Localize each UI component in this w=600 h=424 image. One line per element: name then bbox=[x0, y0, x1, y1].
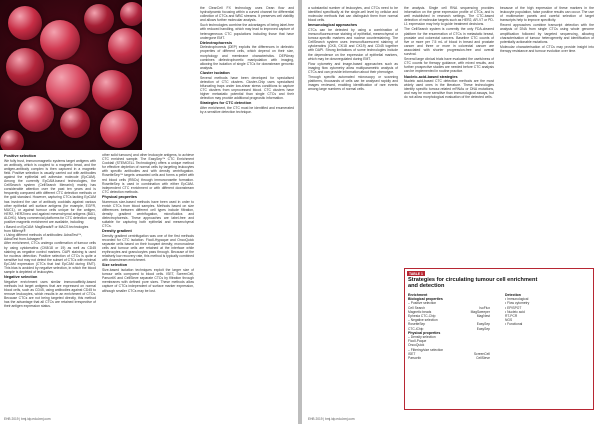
cell-shape bbox=[100, 110, 138, 148]
section-heading: Nucleic-acid-based strategies bbox=[404, 74, 458, 79]
body-paragraph: After enrichment, CTCs undergo confirmation of tumour cells by using cytokeratins (CK8/18 or 19) as well as CD45 staining as negative control markers. DAPI staining is used for nucleus detection. Positive selection of CTCs is quite a sensitive but may not detect the subset of CTCs with minimal EpCAM expression (CTCs that lost EpCAM during EMT). This bias is avoided by negative selection, in which the blood sample is depleted of leukocytes. bbox=[4, 241, 96, 275]
table-cell: Cell Search bbox=[408, 305, 426, 310]
body-paragraph: Negative enrichment uses similar immunoaffinity-based methods but target antigens that are expressed on normal blood cells, such as CD45, using antibodies against CD45 to remove leukocytes, which results in an enrichment of CTCs. Because CTCs are not being targeted directly, this method has the advantage that all CTCs are retained irrespective of their antigen expression status. bbox=[4, 279, 96, 309]
table-section-heading: Enrichment bbox=[408, 293, 428, 297]
list-item: • Using different methods of antibodies: AdnaTest™, AdnaTest from Adnagen® bbox=[4, 233, 83, 242]
right-page-column-3 bbox=[500, 6, 594, 264]
page-footer: EHB 2019 | bmj.idp.edu.bmj.com bbox=[4, 417, 51, 421]
table-cell: ISET bbox=[408, 351, 416, 356]
cell-shape bbox=[8, 6, 42, 40]
cancer-cells-image bbox=[0, 0, 142, 150]
cell-shape bbox=[120, 2, 142, 26]
table-cell: RosetteSep bbox=[408, 322, 426, 327]
cell-shape bbox=[18, 96, 54, 132]
cell-shape bbox=[40, 20, 80, 60]
table-cell: RT-PCR bbox=[505, 314, 518, 319]
cell-shape bbox=[108, 28, 142, 64]
table-cell: EasySep bbox=[476, 322, 490, 327]
body-paragraph: Dielectrophoresis (DEP) exploits the differences in dielectric properties of different cells, which depend on their size, morphology and membrane characteristics. DEPArray combines dielectrophoretic manipulation with imaging, allowing the isolation of single CTCs for downstream genomic analysis. bbox=[200, 45, 294, 70]
table-row bbox=[408, 356, 490, 360]
left-page bbox=[0, 0, 298, 424]
table-cell: • Flow cytometry bbox=[505, 301, 530, 306]
cell-shape bbox=[92, 70, 132, 110]
body-paragraph: Nucleic acid-based CTC detection methods are the most widely used ones in the literature. These technologies identify specific tumour-related mRNAs or DNA mutations, and may be more sensitive than immunological assays, but do not allow morphological evaluation of the detected cells. bbox=[404, 79, 494, 100]
table-section-heading: Physical properties bbox=[408, 330, 441, 335]
body-paragraph: a substantial number of leukocytes, and CTCs need to be identified specifically at the single-cell level by cellular and molecular methods that can distinguish them from normal blood cells. bbox=[308, 6, 398, 23]
table-cell: CellSieve bbox=[476, 356, 490, 361]
left-page-column-1 bbox=[4, 153, 96, 410]
body-paragraph: Such technologies combine the advantages of being label-free with reduced handling, which may lead to improved capture of heterogeneous CTC populations including those that have undergone EMT. bbox=[200, 23, 294, 40]
body-paragraph: the ClearCell FX technology uses Dean flow and hydrodynamic focusing within a curved channel for differential collection of CTCs and WBC streams. It preserves cell viability and allows further molecular analysis. bbox=[200, 6, 294, 23]
body-paragraph: Several methods have been developed for specialised detection of CTC clusters. Cluster-Chip uses specialised bifurcating traps under low-shear stress conditions to capture CTC clusters from unprocessed blood. CTC clusters have higher metastatic potential than single CTCs and their detection may provide additional prognostic information. bbox=[200, 75, 294, 100]
body-paragraph: Flow cytometry and image-based approaches such as imaging flow cytometry allow multiparametric analysis of CTCs and can provide information about their phenotype. bbox=[308, 61, 398, 74]
cell-shape bbox=[60, 108, 90, 138]
table-cell: • Functional bbox=[505, 322, 523, 327]
left-page-column-2 bbox=[102, 153, 194, 410]
section-heading: Positive selection bbox=[4, 154, 37, 158]
table-cell: MagSweeper bbox=[470, 309, 490, 314]
table-cell: Ficoll-Paque bbox=[408, 339, 427, 344]
table-cell: ScreenCell bbox=[473, 351, 490, 356]
table-cell: – Negative selection bbox=[408, 318, 438, 323]
table-cell: • Nucleic acid bbox=[505, 309, 525, 314]
table-cell: Parsortix bbox=[408, 356, 422, 361]
table-cell: – Filtering/size selection bbox=[408, 347, 444, 352]
page-footer: EHB 2019 | bmj.idp.edu.bmj.com bbox=[308, 417, 355, 421]
table-box bbox=[404, 268, 594, 410]
body-paragraph: Recent approaches combine transcript detection with the analysis of DNA from single CTCs using whole genome amplification followed by targeted sequencing, allowing characterisation of tumour heterogeneity and identification of potentially actionable mutations. bbox=[500, 23, 594, 44]
table-cell: • EPISPOT bbox=[505, 305, 522, 310]
table-cell: Ephesia CTC-Chip bbox=[408, 314, 436, 319]
body-paragraph: Density gradient centrifugation was one of the first methods recorded for CTC isolation. Ficoll-Hypaque and OncoQuick separate cells based on their buoyant density; mononuclear cells and tumour cells are retained at the interface while erythrocytes and granulocytes pass through. Because of the relatively low recovery rate, this method is typically combined with downstream enrichment. bbox=[102, 233, 194, 263]
section-heading: Negative selection bbox=[4, 275, 38, 280]
cell-shape bbox=[0, 130, 24, 150]
table-right-column bbox=[505, 293, 585, 327]
body-paragraph: the analysis. Single cell RNA sequencing provides information on the gene expression profile of CTCs, and is well established in research settings. The CTC-based detection of molecular targets such as HER2, AR-V7 or PD-L1 expression may help to guide treatment decisions. bbox=[404, 6, 494, 27]
table-cell: – Density selection bbox=[408, 335, 436, 340]
table-section-heading: Detection bbox=[505, 293, 521, 297]
section-heading: Size selection bbox=[102, 263, 128, 268]
right-page-column-1 bbox=[308, 6, 398, 410]
body-paragraph: Numerous size-based methods have been used in order to enrich CTCs from blood samples. Methods based on size differences between different cell types include filtration, density gradient centrifugation, microfluidics and dielectrophoresis. These approaches are label-free and suitable for capturing both epithelial and mesenchymal CTCs. bbox=[102, 199, 194, 229]
right-page bbox=[302, 0, 600, 424]
bullet-list bbox=[4, 225, 96, 241]
body-paragraph: other solid tumours) and other leukocyte antigens, to achieve CTC enriched sample. The EasySep™ CTC Enrichment Cocktail (STEMCELL Technologies) offers a unique method for effective depletion of normal cells by targeting leukocytes with specific antibodies and with density centrifugation. RosetteSep™ targets unwanted cells and forms a pellet with red blood cells (RBCs) through immunorosette formation. RosetteSep is used in combination with either EpCAM-independent CTC enrichment or with different downstream CTC detection methods. bbox=[102, 153, 194, 194]
table-cell: CTC-iChip bbox=[408, 326, 424, 331]
table-cell: OncoQuick bbox=[408, 343, 425, 348]
section-heading: Dielectrophoresis bbox=[200, 40, 233, 45]
body-paragraph: Several large clinical trials have evaluated the usefulness of CTC counts for therapy guidance, with mixed results, and further prospective studies are needed before CTC analysis can be implemented in routine practice. bbox=[404, 57, 494, 74]
table-cell: IsoFlux bbox=[479, 305, 490, 310]
table-section-heading: Biological properties bbox=[408, 297, 443, 302]
table-label: TABLE 1 bbox=[409, 271, 423, 276]
body-paragraph: Size-based isolation techniques exploit the larger size of tumour cells compared to blood cells. ISET, ScreenCell, ParsortiX and CellSieve separate CTCs by filtration through membranes with defined pore sizes. These methods allow capture of CTCs independent of surface marker expression, although smaller CTCs may be lost. bbox=[102, 268, 194, 293]
table-cell: NGS bbox=[505, 318, 513, 323]
section-heading: Cluster isolation bbox=[200, 70, 230, 75]
table-cell: – Positive selection bbox=[408, 301, 437, 306]
list-item: • Based on EpCAM: MagBeads® or MACS technologies from Miltenyi® bbox=[4, 225, 89, 234]
cell-shape bbox=[46, 64, 90, 108]
table-cell: Magnetic beads bbox=[408, 309, 432, 314]
section-heading: Physical properties bbox=[102, 194, 138, 199]
cell-shape bbox=[6, 48, 44, 86]
body-paragraph: After enrichment, the CTC must be identified and enumerated by a sensitive detection technique. bbox=[200, 105, 294, 114]
table-title: Strategies for circulating tumour cell enrichment and detection bbox=[408, 277, 538, 290]
body-paragraph: We fully trust, immunomagnetic systems target antigens with an antibody, which is coupled to a magnetic bead, and the antigen-antibody complex is then captured in a magnetic field. Positive selection is usually carried out with antibodies against the epithelial cell adhesion molecule (EpCAM). Among the currently EpCAM-based technologies, the CellSearch system (CellSearch Menarini) mainly has considerable attention over the past ten years and is frequently compared with different CTC detection methods or the gold standard. However, capturing CTCs lacking EpCAM has involved the use of antibody cocktails against various other epithelial cell surface antigens (for example, EGFR, MUC1), or against tumour cells unique for the antigen, HER2, HER2/neu and against mesenchymal antigens (BAI1, ALDH1). Many commercial platforms for CTC detection using positive magnetic enrichment are available, including: bbox=[4, 158, 96, 224]
left-page-column-3 bbox=[200, 6, 294, 410]
section-heading: Density gradient bbox=[102, 229, 132, 234]
body-paragraph: Molecular characterisation of CTCs may provide insight into therapy resistance and tumour evolution over time. bbox=[500, 44, 594, 53]
table-cell: EasySep bbox=[476, 326, 490, 331]
table-cell: • Immunological bbox=[505, 297, 529, 302]
table-cell: MagNest bbox=[476, 314, 490, 319]
section-heading: Strategies for CTC detection bbox=[200, 101, 252, 106]
body-paragraph: The CellSearch system is currently the only FDA-cleared platform for the enumeration of CTCs in metastatic breast, prostate and colorectal cancers. Baseline CTC counts of five or more per 7.5 mL of blood in breast and prostate cancer and three or more in colorectal cancer are associated with shorter progression-free and overall survival. bbox=[404, 27, 494, 57]
section-heading: Immunological approaches bbox=[308, 23, 358, 28]
body-paragraph: because of the high expression of these markers in the leukocyte population, false positive results can occur. The use of multimarker panels and careful selection of target transcripts help to improve specificity. bbox=[500, 6, 594, 23]
table-row bbox=[505, 322, 585, 326]
body-paragraph: CTCs can be detected by using a combination of immunofluorescence staining of epithelial, mesenchymal or tumour-specific markers and nuclear counterstaining. The CellSearch system uses immunofluorescent staining of cytokeratins (CK8, CK18 and CK19) and CD45 together with DAPI. Strong limitations of some technologies include the dependence on the expression of epithelial markers, which may be downregulated during EMT. bbox=[308, 27, 398, 61]
table-left-column bbox=[408, 293, 490, 360]
cell-shape bbox=[84, 4, 114, 34]
body-paragraph: Through specific automated microscopy or scanning platforms, thousands of cells can be analysed rapidly and images reviewed, enabling identification of rare events among large numbers of normal cells. bbox=[308, 75, 398, 92]
